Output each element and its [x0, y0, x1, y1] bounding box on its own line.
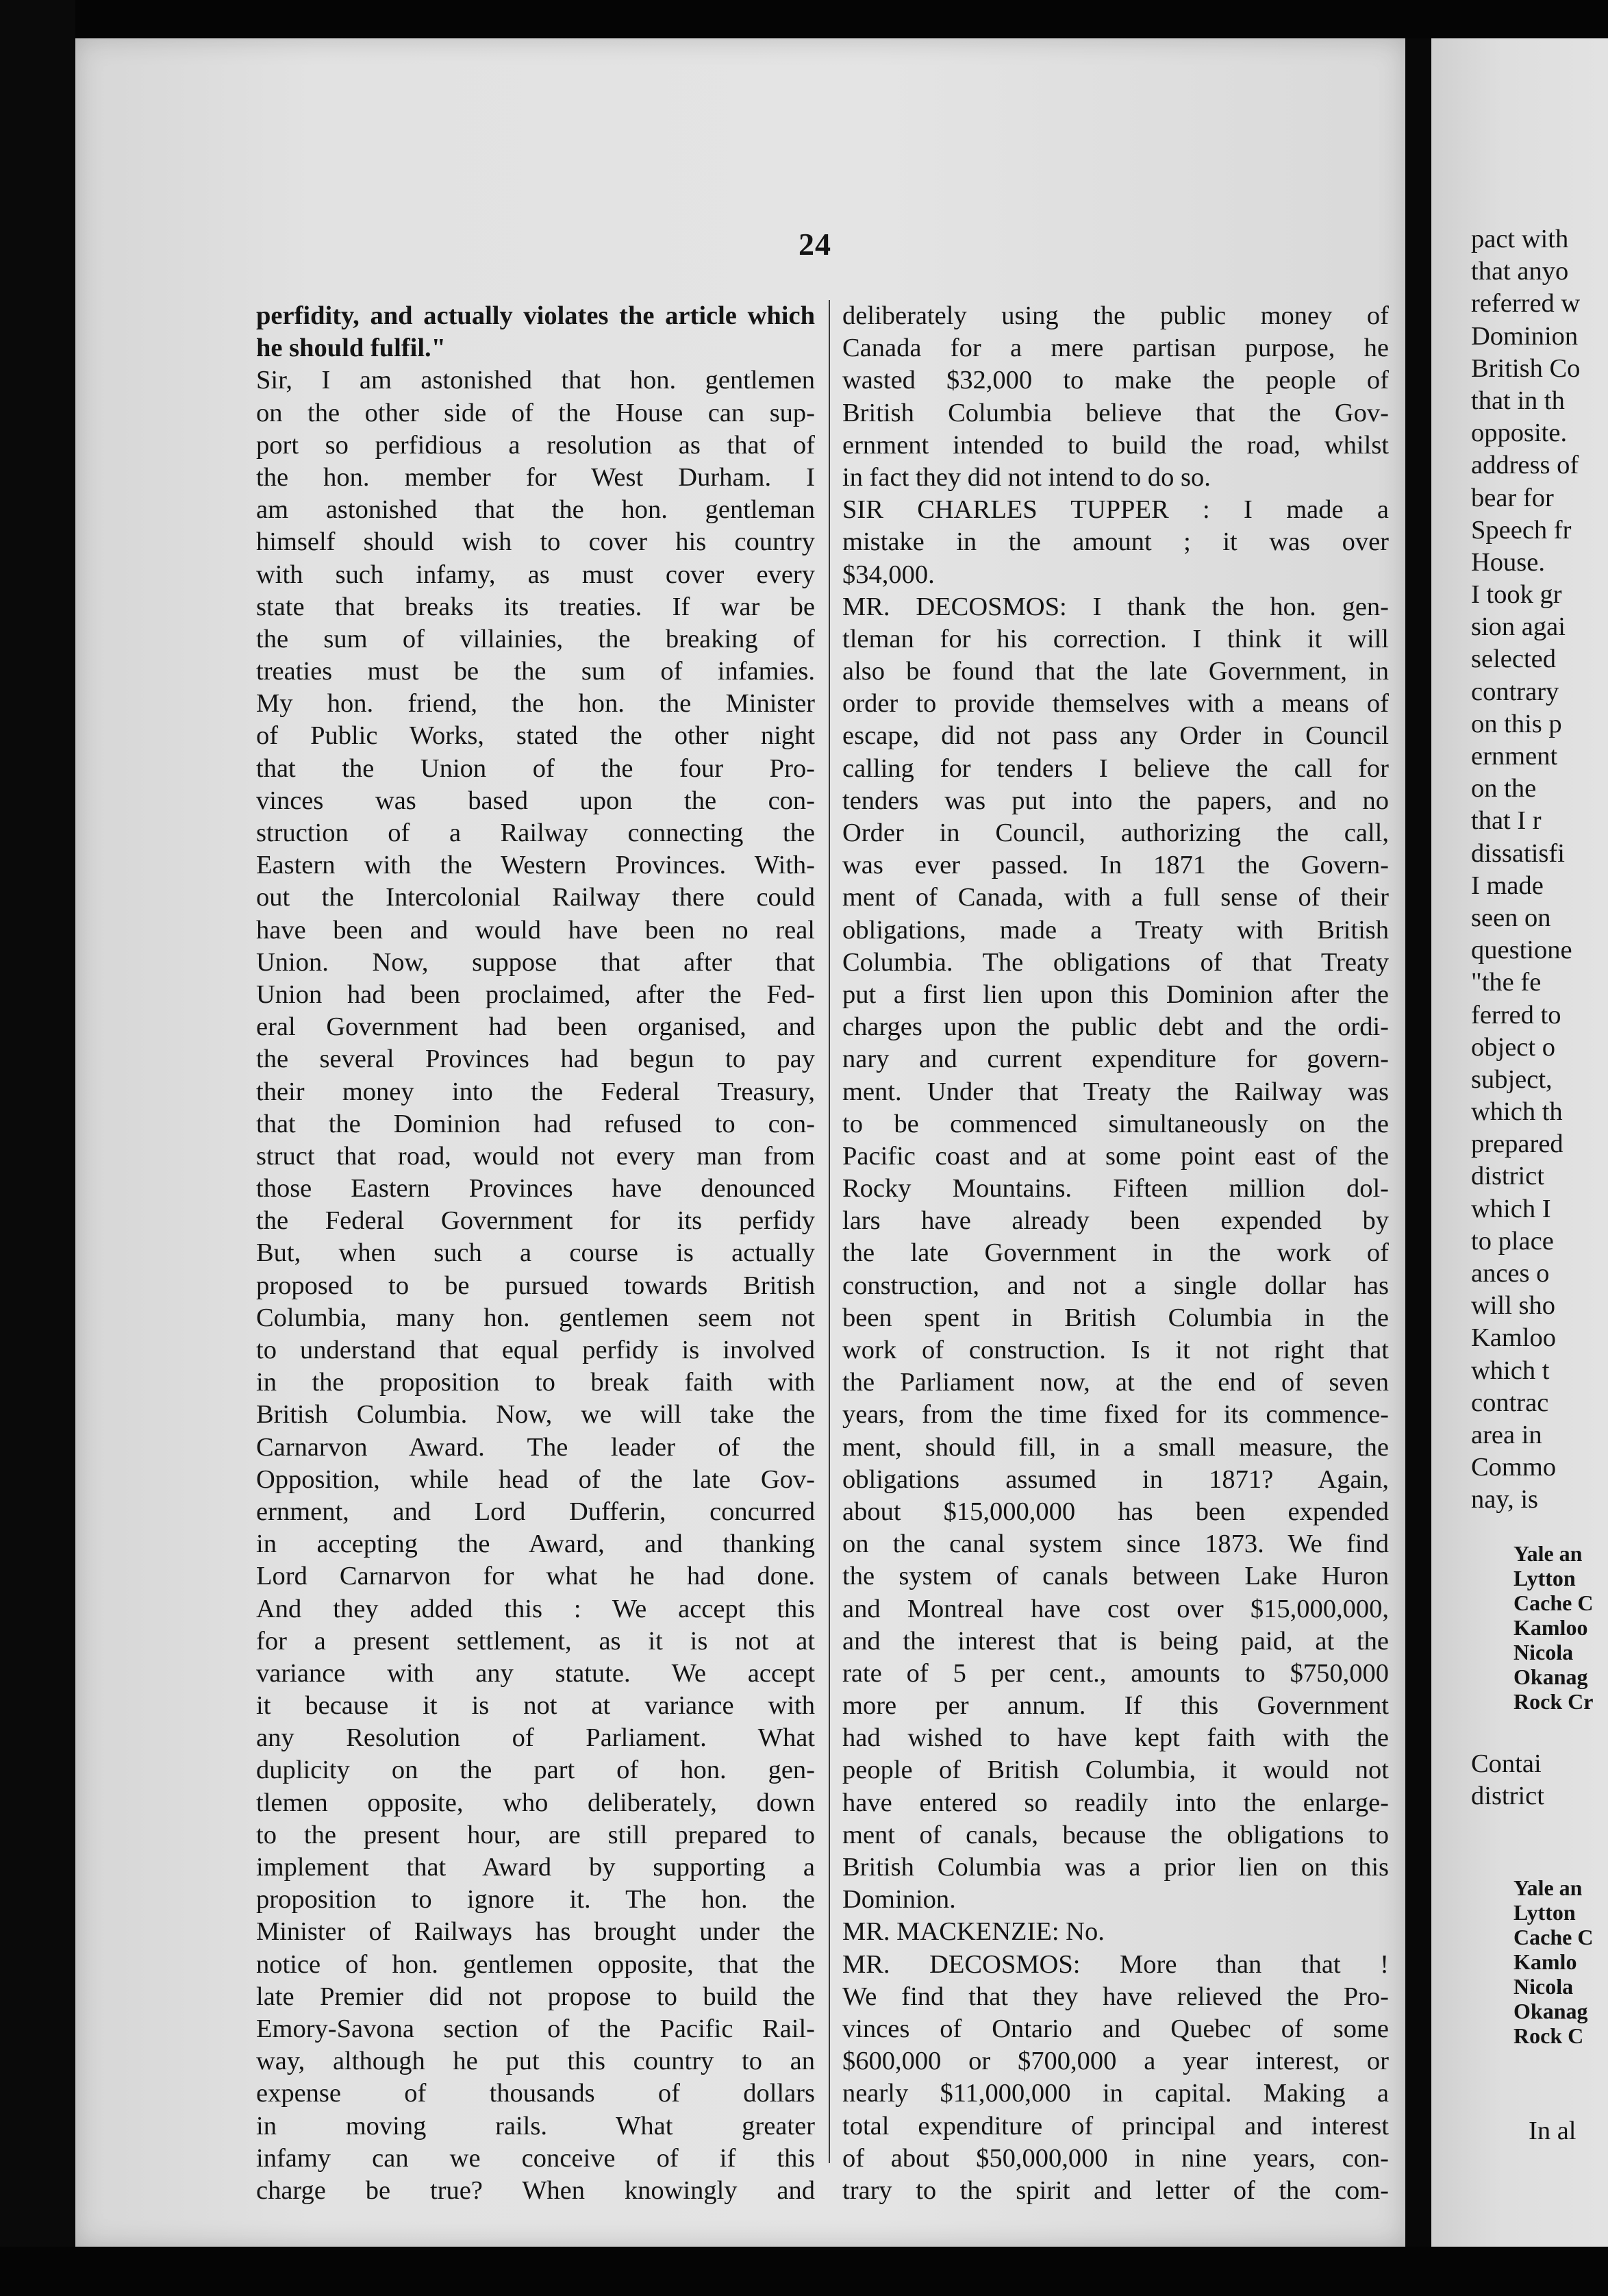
text-line: ment. Under that Treaty the Railway was — [842, 1077, 1389, 1106]
text-line: in the proposition to break faith with — [256, 1368, 815, 1397]
text-line: variance with any statute. We accept — [256, 1658, 815, 1688]
text-line: obligations, made a Treaty with British — [842, 915, 1389, 945]
text-line: nay, is — [1471, 1485, 1539, 1514]
text-line: he should fulfil." — [256, 334, 447, 363]
text-line: Speech fr — [1471, 515, 1572, 545]
text-line: pact with — [1471, 225, 1569, 253]
text-line: their money into the Federal Treasury, — [256, 1077, 815, 1106]
text-line: more per annum. If this Government — [842, 1691, 1389, 1721]
text-line: My hon. friend, the hon. the Minister — [256, 689, 815, 719]
text-line: I made — [1471, 871, 1544, 900]
text-line: Nicola — [1513, 1974, 1574, 1999]
right-district-table-2 — [1513, 1875, 1608, 2048]
text-line: in fact they did not intend to do so. — [842, 462, 1211, 492]
column-divider — [829, 300, 830, 2163]
text-line: Rock Cr — [1513, 1689, 1594, 1714]
text-line: MR. DECOSMOS: I thank the hon. gen- — [842, 592, 1389, 621]
page-gutter — [1405, 38, 1431, 2247]
text-line: that in th — [1471, 386, 1565, 415]
text-line: perfidity, and actually violates the article which — [256, 301, 815, 330]
text-line: escape, did not pass any Order in Council — [842, 721, 1389, 751]
text-line: any Resolution of Parliament. What — [256, 1723, 815, 1753]
text-line: Cache C — [1513, 1925, 1594, 1949]
text-line: the Federal Government for its perfidy — [256, 1206, 815, 1236]
text-line: Dominion — [1471, 321, 1579, 351]
text-line: was ever passed. In 1871 the Govern- — [842, 851, 1389, 880]
text-line: years, from the time fixed for its commence- — [842, 1400, 1389, 1430]
text-line: Rocky Mountains. Fifteen million dol- — [842, 1174, 1389, 1203]
text-line: which th — [1471, 1097, 1563, 1127]
left-text-column — [256, 300, 815, 2207]
text-line: Lytton — [1513, 1566, 1576, 1590]
text-line: ernment, and Lord Dufferin, concurred — [256, 1497, 815, 1526]
text-line: himself should wish to cover his country — [256, 527, 815, 557]
text-line: Carnarvon Award. The leader of the — [256, 1432, 815, 1462]
text-line: MR. DECOSMOS: More than that ! — [842, 1949, 1389, 1979]
right-bottom-fragment: In al — [1529, 2117, 1576, 2145]
text-line: for a present settlement, as it is not at — [256, 1626, 815, 1656]
text-line: the several Provinces had begun to pay — [256, 1045, 815, 1074]
text-line: of about $50,000,000 in nine years, con- — [842, 2143, 1389, 2173]
text-line: ances o — [1471, 1259, 1550, 1288]
text-line: will sho — [1471, 1291, 1556, 1321]
text-line: questione — [1471, 936, 1572, 965]
text-line: late Premier did not propose to build the — [256, 1982, 815, 2011]
text-line: "the fe — [1471, 968, 1542, 997]
text-line: implement that Award by supporting a — [256, 1853, 815, 1882]
text-line: in accepting the Award, and thanking — [256, 1530, 815, 1559]
text-line: British Co — [1471, 353, 1581, 383]
text-line: nary and current expenditure for govern- — [842, 1045, 1389, 1074]
text-line: selected — [1471, 645, 1556, 674]
text-line: struction of a Railway connecting the — [256, 819, 815, 847]
text-line: notice of hon. gentlemen opposite, that the — [256, 1949, 815, 1979]
text-line: on the other side of the House can sup- — [256, 398, 815, 427]
text-line: Canada for a mere partisan purpose, he — [842, 334, 1389, 363]
text-line: object o — [1471, 1032, 1555, 1062]
text-line: duplicity on the part of hon. gen- — [256, 1756, 815, 1785]
text-line: to the present hour, are still prepared to — [256, 1820, 815, 1849]
middle-text-column — [842, 300, 1389, 2207]
text-line: Okanag — [1513, 1999, 1588, 2023]
text-line: tleman for his correction. I think it will — [842, 624, 1389, 653]
text-line: But, when such a course is actually — [256, 1238, 815, 1268]
text-line: eral Government had been organised, and — [256, 1012, 815, 1042]
text-line: deliberately using the public money of — [842, 301, 1389, 330]
text-line: Dominion. — [842, 1885, 956, 1914]
text-line: And they added this : We accept this — [256, 1594, 815, 1623]
text-line: British Columbia. Now, we will take the — [256, 1400, 815, 1430]
text-line: Columbia, many hon. gentlemen seem not — [256, 1303, 815, 1332]
text-line: MR. MACKENZIE: No. — [842, 1917, 1105, 1947]
text-line: on this p — [1471, 709, 1562, 738]
text-line: out the Intercolonial Railway there could — [256, 883, 815, 912]
text-line: infamy can we conceive of if this — [256, 2143, 815, 2173]
text-line: area in — [1471, 1420, 1542, 1449]
text-line: prepared — [1471, 1130, 1563, 1159]
text-line: Sir, I am astonished that hon. gentlemen — [256, 366, 815, 395]
text-line: Okanag — [1513, 1664, 1588, 1689]
text-line: ment of Canada, with a full sense of their — [842, 883, 1389, 912]
text-line: House. — [1471, 547, 1545, 577]
text-line: have been and would have been no real — [256, 915, 815, 945]
text-line: am astonished that the hon. gentleman — [256, 495, 815, 525]
text-line: contrac — [1471, 1388, 1549, 1417]
text-line: that the Dominion had refused to con- — [256, 1109, 815, 1138]
text-line: SIR CHARLES TUPPER : I made a — [842, 495, 1389, 525]
text-line: the hon. member for West Durham. I — [256, 462, 815, 492]
text-line: Emory-Savona section of the Pacific Rail- — [256, 2014, 815, 2043]
text-line: Nicola — [1513, 1640, 1574, 1664]
text-line: order to provide themselves with a means of — [842, 689, 1389, 719]
text-line: to understand that equal perfidy is involved — [256, 1336, 815, 1364]
text-line: Contai — [1471, 1749, 1542, 1778]
text-line: district — [1471, 1162, 1544, 1191]
text-line: charges upon the public debt and the ordi- — [842, 1012, 1389, 1042]
text-line: that I r — [1471, 806, 1542, 836]
text-line: mistake in the amount ; it was over — [842, 527, 1389, 557]
text-line: of Public Works, stated the other night — [256, 721, 815, 751]
text-line: Kamloo — [1513, 1615, 1588, 1640]
text-line: to be commenced simultaneously on the — [842, 1109, 1389, 1138]
text-line: seen on — [1471, 903, 1551, 932]
text-line: Union. Now, suppose that after that — [256, 947, 815, 977]
text-line: the sum of villainies, the breaking of — [256, 624, 815, 653]
text-line: Eastern with the Western Provinces. With- — [256, 851, 815, 880]
right-district-table-1 — [1513, 1541, 1608, 1714]
text-line: also be found that the late Government, in — [842, 657, 1389, 686]
text-line: on the — [1471, 774, 1537, 803]
text-line: to place — [1471, 1226, 1554, 1256]
text-line: $600,000 or $700,000 a year interest, or — [842, 2047, 1389, 2076]
text-line: Order in Council, authorizing the call, — [842, 819, 1389, 847]
text-line: ment of canals, because the obligations to — [842, 1820, 1389, 1849]
text-line: calling for tenders I believe the call for — [842, 753, 1389, 783]
text-line: Yale an — [1513, 1541, 1583, 1566]
text-line: vinces was based upon the con- — [256, 786, 815, 815]
text-line: rate of 5 per cent., amounts to $750,000 — [842, 1658, 1389, 1688]
text-line: which t — [1471, 1356, 1550, 1385]
text-line: tenders was put into the papers, and no — [842, 786, 1389, 815]
text-line: bear for — [1471, 483, 1554, 512]
text-line: ment, should fill, in a small measure, the — [842, 1432, 1389, 1462]
text-line: Union had been proclaimed, after the Fed- — [256, 979, 815, 1009]
text-line: ernment intended to build the road, whilst — [842, 430, 1389, 460]
text-line: $34,000. — [842, 560, 935, 589]
text-line: Kamlo — [1513, 1949, 1577, 1974]
text-line: sion agai — [1471, 612, 1566, 642]
text-line: the late Government in the work of — [842, 1238, 1389, 1268]
text-line: contrary — [1471, 677, 1559, 706]
scan-border-top — [0, 0, 1608, 38]
text-line: opposite. — [1471, 419, 1568, 448]
text-line: proposition to ignore it. The hon. the — [256, 1885, 815, 1914]
text-line: address of — [1471, 451, 1579, 480]
text-line: lars have already been expended by — [842, 1206, 1389, 1236]
text-line: Pacific coast and at some point east of the — [842, 1141, 1389, 1171]
text-line: total expenditure of principal and interest — [842, 2111, 1389, 2141]
text-line: Rock C — [1513, 2023, 1584, 2048]
text-line: port so perfidious a resolution as that of — [256, 430, 815, 460]
text-line: way, although he put this country to an — [256, 2047, 815, 2076]
text-line: that the Union of the four Pro- — [256, 753, 815, 783]
text-line: wasted $32,000 to make the people of — [842, 366, 1389, 395]
text-line: Cache C — [1513, 1590, 1594, 1615]
text-line: Columbia. The obligations of that Treaty — [842, 947, 1389, 977]
text-line: charge be true? When knowingly and — [256, 2175, 815, 2205]
text-line: ferred to — [1471, 1000, 1561, 1030]
text-line: Commo — [1471, 1453, 1557, 1482]
text-line: which I — [1471, 1194, 1551, 1223]
text-line: the Parliament now, at the end of seven — [842, 1368, 1389, 1397]
text-line: I took gr — [1471, 580, 1562, 610]
text-line: Yale an — [1513, 1875, 1583, 1900]
right-text-fragment-2 — [1471, 1748, 1608, 1812]
text-line: expense of thousands of dollars — [256, 2079, 815, 2108]
text-line: the system of canals between Lake Huron — [842, 1562, 1389, 1591]
text-line: been spent in British Columbia in the — [842, 1303, 1389, 1332]
text-line: dissatisfi — [1471, 838, 1565, 868]
text-line: about $15,000,000 has been expended — [842, 1497, 1389, 1526]
text-line: Lord Carnarvon for what he had done. — [256, 1562, 815, 1591]
right-text-fragment — [1471, 223, 1608, 1517]
text-line: it because it is not at variance with — [256, 1691, 815, 1721]
page-number: 24 — [799, 227, 831, 262]
text-line: work of construction. Is it not right that — [842, 1336, 1389, 1364]
text-line: and the interest that is being paid, at the — [842, 1626, 1389, 1656]
text-line: struct that road, would not every man from — [256, 1141, 815, 1171]
text-line: Opposition, while head of the late Gov- — [256, 1464, 815, 1494]
text-line: with such infamy, as must cover every — [256, 560, 815, 589]
text-line: Lytton — [1513, 1900, 1576, 1925]
text-line: Kamloo — [1471, 1323, 1557, 1353]
scan-border-bottom — [0, 2247, 1608, 2296]
text-line: We find that they have relieved the Pro- — [842, 1982, 1389, 2011]
text-line: nearly $11,000,000 in capital. Making a — [842, 2079, 1389, 2108]
text-line: vinces of Ontario and Quebec of some — [842, 2014, 1389, 2043]
text-line: put a first lien upon this Dominion after the — [842, 979, 1389, 1009]
text-line: tlemen opposite, who deliberately, down — [256, 1788, 815, 1817]
text-line: on the canal system since 1873. We find — [842, 1530, 1389, 1559]
text-line: and Montreal have cost over $15,000,000, — [842, 1594, 1389, 1623]
scan-border-left — [0, 0, 75, 2296]
text-line: those Eastern Provinces have denounced — [256, 1174, 815, 1203]
text-line: British Columbia was a prior lien on this — [842, 1853, 1389, 1882]
text-line: people of British Columbia, it would not — [842, 1756, 1389, 1785]
text-line: in moving rails. What greater — [256, 2111, 815, 2141]
text-line: that anyo — [1471, 257, 1569, 286]
text-line: state that breaks its treaties. If war be — [256, 592, 815, 621]
text-line: treaties must be the sum of infamies. — [256, 657, 815, 686]
text-line: had wished to have kept faith with the — [842, 1723, 1389, 1753]
text-line: British Columbia believe that the Gov- — [842, 398, 1389, 427]
text-line: ernment — [1471, 742, 1558, 771]
text-line: obligations assumed in 1871? Again, — [842, 1464, 1389, 1494]
text-line: proposed to be pursued towards British — [256, 1271, 815, 1300]
text-line: referred w — [1471, 289, 1581, 319]
text-line: trary to the spirit and letter of the com- — [842, 2175, 1389, 2205]
text-line: district — [1471, 1782, 1544, 1811]
text-line: Minister of Railways has brought under the — [256, 1917, 815, 1947]
text-line: construction, and not a single dollar has — [842, 1271, 1389, 1300]
text-line: subject, — [1471, 1064, 1553, 1094]
text-line: have entered so readily into the enlarge- — [842, 1788, 1389, 1817]
